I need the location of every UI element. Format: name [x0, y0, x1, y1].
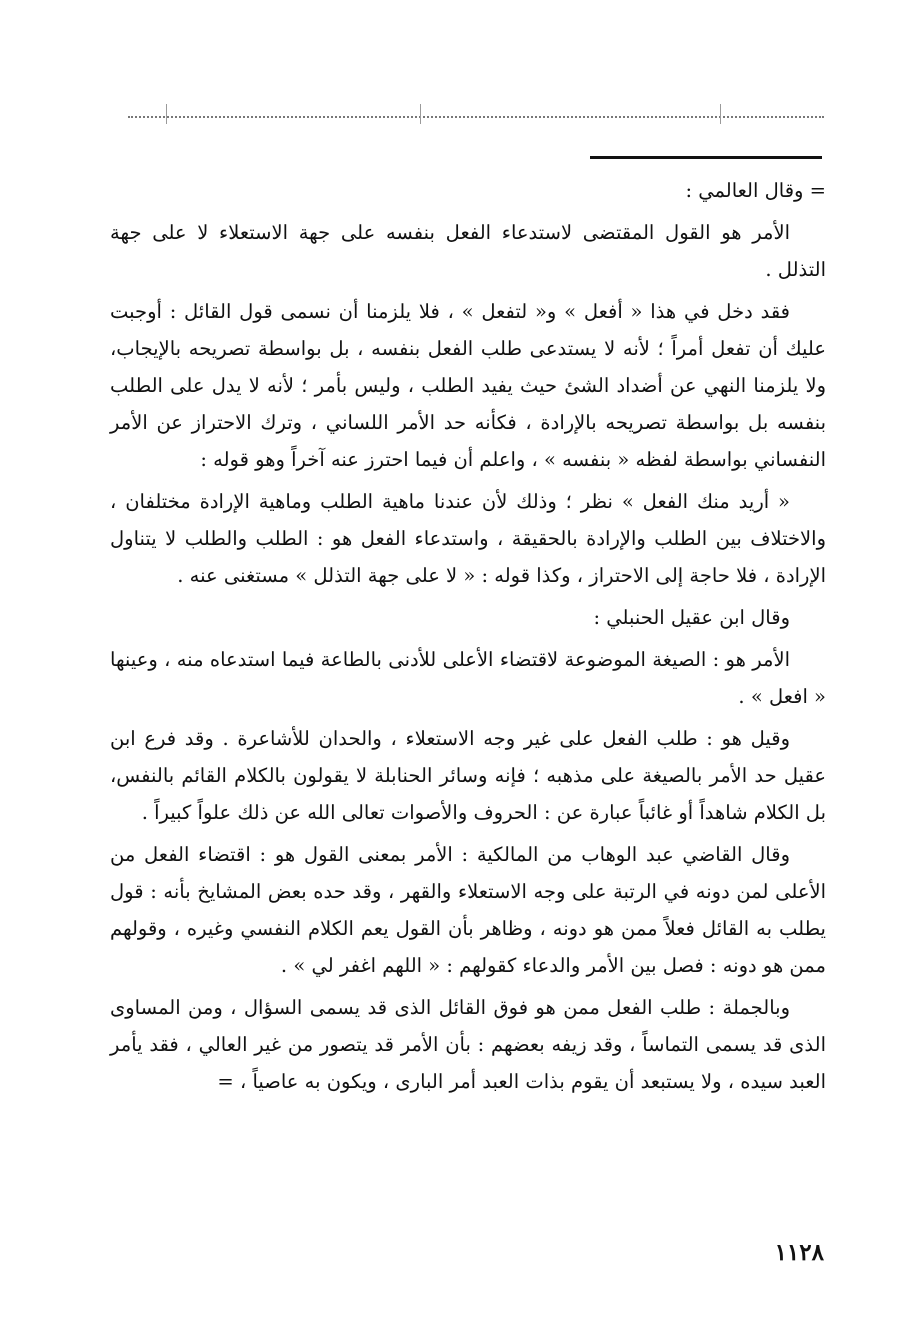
footnote-separator-rule	[590, 156, 822, 159]
page-number: ١١٢٨	[774, 1239, 824, 1266]
footnote-paragraph: فقد دخل في هذا « أفعل » و« لتفعل » ، فلا يلزمنا أن نسمى قول القائل : أوجبت عليك أن تفعل أمراً ؛ لأنه لا يستدعى طلب الفعل بنفسه ، بل بواسطة تصريحه بالإيجاب، ولا يلزمنا النهي عن أضداد الشئ حيث يفيد الطلب ، وليس بأمر ؛ لأنه لا يدل على الطلب بنفسه بل بواسطة تصريحه بالإرادة ، فكأنه حد الأمر اللساني ، وترك الاحتراز عن الأمر النفساني بواسطة لفظه « بنفسه » ، واعلم أن فيما احترز عنه آخراً وهو قوله :	[110, 300, 826, 471]
footnote-paragraph: وبالجملة : طلب الفعل ممن هو فوق القائل الذى قد يسمى السؤال ، ومن المساوى الذى قد يسمى التماساً ، وقد زيفه بعضهم : بأن الأمر قد يتصور من غير العالي ، فقد يأمر العبد سيده ، ولا يستبعد أن يقوم بذات العبد أمر البارى ، ويكون به عاصياً ، =	[110, 996, 826, 1093]
footnote-paragraph: الأمر هو القول المقتضى لاستدعاء الفعل بنفسه على جهة الاستعلاء لا على جهة التذلل .	[110, 221, 826, 281]
footnote-paragraph: الأمر هو : الصيغة الموضوعة لاقتضاء الأعلى للأدنى بالطاعة فيما استدعاه منه ، وعينها « افعل » .	[110, 648, 826, 708]
footnote-paragraph: « أريد منك الفعل » نظر ؛ وذلك لأن عندنا ماهية الطلب وماهية الإرادة مختلفان ، والاختلاف بين الطلب والإرادة بالحقيقة ، واستدعاء الفعل هو : الطلب والطلب لا يتناول الإرادة ، فلا حاجة إلى الاحتراز ، وكذا قوله : « لا على جهة التذلل » مستغنى عنه .	[110, 490, 826, 587]
footnote-paragraph: وقيل هو : طلب الفعل على غير وجه الاستعلاء ، والحدان للأشاعرة . وقد فرع ابن عقيل حد الأمر بالصيغة على مذهبه ؛ فإنه وسائر الحنابلة لا يقولون بالكلام القائم بالنفس، بل الكلام شاهداً أو غائباً عبارة عن : الحروف والأصوات تعالى الله عن ذلك علواً كبيراً .	[110, 727, 826, 824]
header-tick-mark	[166, 104, 167, 124]
footnote-text-block	[110, 172, 826, 1105]
footnote-paragraph: وقال ابن عقيل الحنبلي :	[593, 606, 790, 629]
footnote-paragraph: = وقال العالمي :	[685, 179, 826, 202]
header-tick-mark	[420, 104, 421, 124]
footnote-paragraph: وقال القاضي عبد الوهاب من المالكية : الأمر بمعنى القول هو : اقتضاء الفعل من الأعلى لمن دونه في الرتبة على وجه الاستعلاء والقهر ، وقد حده بعض المشايخ بأنه : قول يطلب به القائل فعلاً ممن هو دونه ، وظاهر بأن القول يعم الكلام النفسي وغيره ، وقولهم ممن هو دونه : فصل بين الأمر والدعاء كقولهم : « اللهم اغفر لي » .	[110, 843, 826, 977]
header-tick-mark	[720, 104, 721, 124]
